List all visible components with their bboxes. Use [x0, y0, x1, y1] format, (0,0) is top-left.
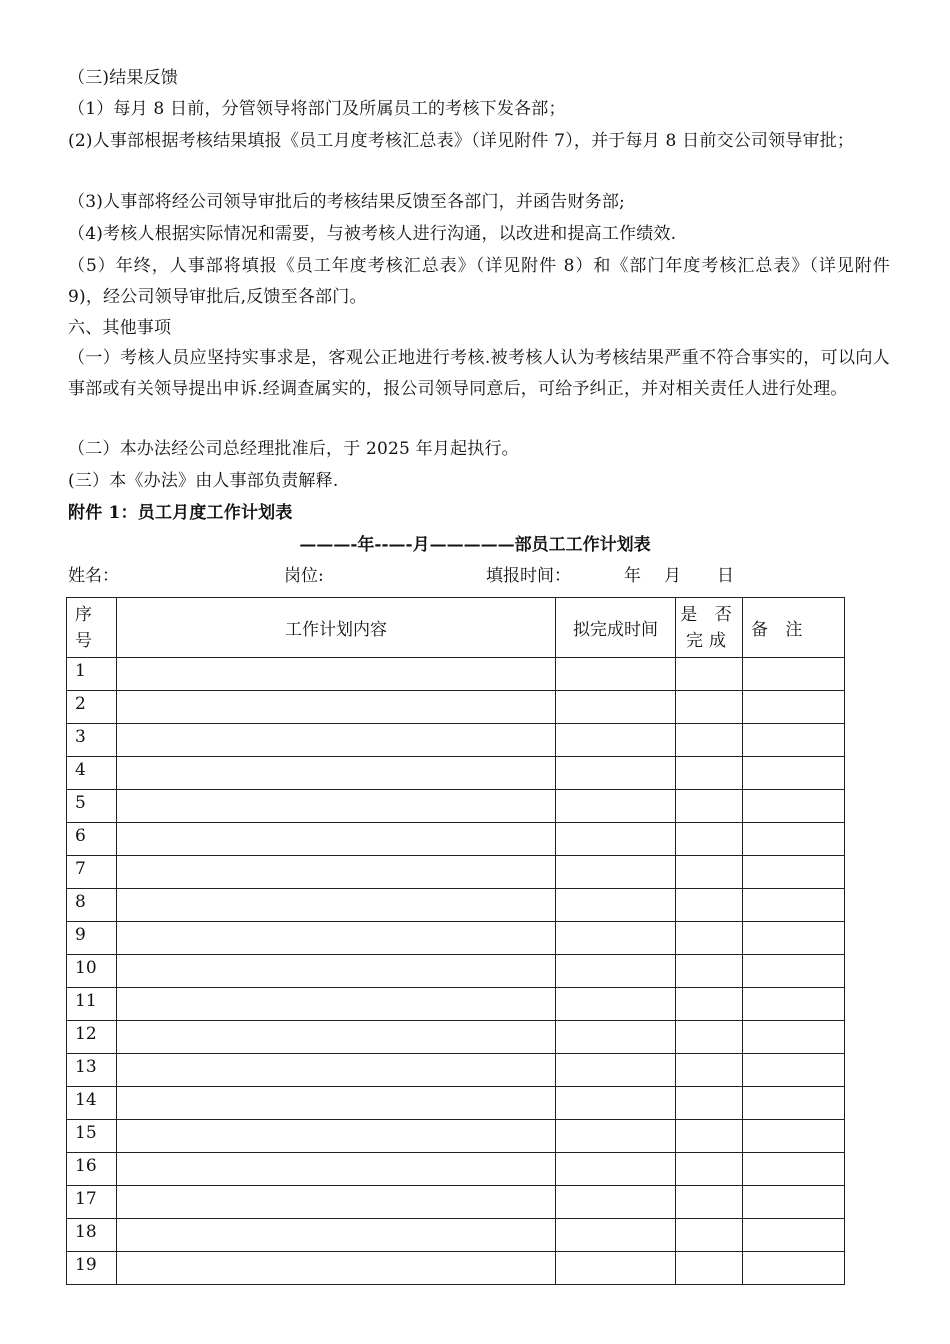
- completed-cell[interactable]: [676, 1219, 743, 1252]
- remark-cell[interactable]: [743, 724, 845, 757]
- paragraph-item-1: （1）每月 8 日前，分管领导将部门及所属员工的考核下发各部；: [68, 99, 566, 119]
- table-row: [67, 1087, 845, 1120]
- planned-time-cell[interactable]: [556, 757, 676, 790]
- completed-cell[interactable]: [676, 691, 743, 724]
- planned-time-cell[interactable]: [556, 1054, 676, 1087]
- remark-cell[interactable]: [743, 955, 845, 988]
- row-number: 7: [67, 856, 117, 889]
- plan-content-cell[interactable]: [117, 1087, 556, 1120]
- table-row: [67, 922, 845, 955]
- paragraph-item-5: （5）年终，人事部将填报《员工年度考核汇总表》（详见附件 8）和《部门年度考核汇总表》（详见附件 9)，经公司领导审批后,反馈至各部门。: [68, 256, 896, 307]
- planned-time-cell[interactable]: [556, 1153, 676, 1186]
- table-row: [67, 724, 845, 757]
- table-row: [67, 658, 845, 691]
- paragraph-item-2: (2)人事部根据考核结果填报《员工月度考核汇总表》（详见附件 7），并于每月 8 日前交公司领导审批；: [68, 131, 855, 151]
- date-day-label: 日: [717, 566, 734, 586]
- paragraph-item-3: （3)人事部将经公司领导审批后的考核结果反馈至各部门，并函告财务部;: [68, 192, 625, 212]
- completed-cell[interactable]: [676, 955, 743, 988]
- row-number: 2: [67, 691, 117, 724]
- plan-content-cell[interactable]: [117, 988, 556, 1021]
- completed-cell[interactable]: [676, 1054, 743, 1087]
- plan-content-cell[interactable]: [117, 790, 556, 823]
- row-number: 5: [67, 790, 117, 823]
- remark-cell[interactable]: [743, 856, 845, 889]
- section-result-feedback-heading: （三)结果反馈: [68, 68, 179, 88]
- plan-content-cell[interactable]: [117, 955, 556, 988]
- table-title: ———-年--—-月—————部员工工作计划表: [299, 535, 651, 555]
- remark-cell[interactable]: [743, 658, 845, 691]
- row-number: 11: [67, 988, 117, 1021]
- row-number: 3: [67, 724, 117, 757]
- section-other-matters-heading: 六、其他事项: [68, 318, 172, 338]
- row-number: 13: [67, 1054, 117, 1087]
- row-number: 18: [67, 1219, 117, 1252]
- plan-content-cell[interactable]: [117, 1120, 556, 1153]
- row-number: 1: [67, 658, 117, 691]
- table-row: [67, 988, 845, 1021]
- table-row: [67, 955, 845, 988]
- planned-time-cell[interactable]: [556, 1219, 676, 1252]
- remark-cell[interactable]: [743, 988, 845, 1021]
- table-row: [67, 1219, 845, 1252]
- table-row: [67, 691, 845, 724]
- header-serial-no: [67, 598, 117, 658]
- completed-cell[interactable]: [676, 922, 743, 955]
- plan-content-cell[interactable]: [117, 1186, 556, 1219]
- completed-cell[interactable]: [676, 889, 743, 922]
- row-number: 10: [67, 955, 117, 988]
- completed-cell[interactable]: [676, 856, 743, 889]
- completed-cell[interactable]: [676, 724, 743, 757]
- remark-cell[interactable]: [743, 1153, 845, 1186]
- completed-cell[interactable]: [676, 988, 743, 1021]
- table-header-row: [67, 598, 845, 658]
- row-number: 19: [67, 1252, 117, 1285]
- table-row: [67, 1186, 845, 1219]
- completed-cell[interactable]: [676, 1021, 743, 1054]
- header-completed-line2: 完成: [686, 630, 732, 651]
- row-number: 6: [67, 823, 117, 856]
- planned-time-cell[interactable]: [556, 691, 676, 724]
- paragraph-other-3: (三）本《办法》由人事部负责解释.: [68, 471, 339, 491]
- plan-content-cell[interactable]: [117, 691, 556, 724]
- plan-content-cell[interactable]: [117, 724, 556, 757]
- paragraph-other-2: （二）本办法经公司总经理批准后，于 2025 年月起执行。: [68, 439, 519, 459]
- plan-content-cell[interactable]: [117, 1021, 556, 1054]
- table-row: [67, 856, 845, 889]
- table-row: [67, 790, 845, 823]
- planned-time-cell[interactable]: [556, 889, 676, 922]
- completed-cell[interactable]: [676, 757, 743, 790]
- plan-content-cell[interactable]: [117, 922, 556, 955]
- planned-time-cell[interactable]: [556, 1087, 676, 1120]
- completed-cell[interactable]: [676, 1186, 743, 1219]
- planned-time-cell[interactable]: [556, 856, 676, 889]
- planned-time-cell[interactable]: [556, 1252, 676, 1285]
- row-number: 17: [67, 1186, 117, 1219]
- planned-time-cell[interactable]: [556, 988, 676, 1021]
- planned-time-cell[interactable]: [556, 823, 676, 856]
- remark-cell[interactable]: [743, 757, 845, 790]
- table-row: [67, 1153, 845, 1186]
- paragraph-other-1: （一）考核人员应坚持实事求是，客观公正地进行考核.被考核人认为考核结果严重不符合事实的，可以向人事部或有关领导提出申诉.经调查属实的，报公司领导同意后，可给予纠正，并对相关责任人进行处理。: [68, 348, 890, 399]
- completed-cell[interactable]: [676, 1252, 743, 1285]
- attachment-heading: 附件 1：员工月度工作计划表: [68, 503, 293, 523]
- header-serial-no-line2: 号: [75, 630, 92, 651]
- plan-content-cell[interactable]: [117, 1252, 556, 1285]
- table-row: [67, 1021, 845, 1054]
- header-serial-no-line1: 序: [75, 604, 92, 625]
- completed-cell[interactable]: [676, 1120, 743, 1153]
- plan-content-cell[interactable]: [117, 1054, 556, 1087]
- table-row: [67, 823, 845, 856]
- plan-content-cell[interactable]: [117, 823, 556, 856]
- planned-time-cell[interactable]: [556, 955, 676, 988]
- header-completed-line1: 是 否: [680, 604, 738, 625]
- completed-cell[interactable]: [676, 658, 743, 691]
- date-label: 填报时间：: [486, 566, 571, 586]
- work-plan-table: [66, 597, 845, 1285]
- remark-cell[interactable]: [743, 1021, 845, 1054]
- table-row: [67, 1054, 845, 1087]
- planned-time-cell[interactable]: [556, 1120, 676, 1153]
- remark-cell[interactable]: [743, 922, 845, 955]
- row-number: 9: [67, 922, 117, 955]
- remark-cell[interactable]: [743, 691, 845, 724]
- table-row: [67, 1120, 845, 1153]
- paragraph-item-4: （4)考核人根据实际情况和需要，与被考核人进行沟通，以改进和提高工作绩效.: [68, 224, 677, 244]
- table-row: [67, 1252, 845, 1285]
- remark-cell[interactable]: [743, 1120, 845, 1153]
- remark-cell[interactable]: [743, 1087, 845, 1120]
- remark-cell[interactable]: [743, 1252, 845, 1285]
- row-number: 8: [67, 889, 117, 922]
- plan-content-cell[interactable]: [117, 856, 556, 889]
- row-number: 4: [67, 757, 117, 790]
- row-number: 14: [67, 1087, 117, 1120]
- date-year-label: 年: [624, 566, 641, 586]
- planned-time-cell[interactable]: [556, 790, 676, 823]
- remark-cell[interactable]: [743, 823, 845, 856]
- plan-content-cell[interactable]: [117, 889, 556, 922]
- remark-cell[interactable]: [743, 790, 845, 823]
- completed-cell[interactable]: [676, 823, 743, 856]
- header-remark: 备 注: [743, 598, 845, 658]
- row-number: 15: [67, 1120, 117, 1153]
- header-plan-content: 工作计划内容: [117, 598, 556, 658]
- completed-cell[interactable]: [676, 1153, 743, 1186]
- planned-time-cell[interactable]: [556, 1021, 676, 1054]
- date-month-label: 月: [664, 566, 681, 586]
- planned-time-cell[interactable]: [556, 658, 676, 691]
- position-label: 岗位:: [284, 566, 324, 586]
- completed-cell[interactable]: [676, 1087, 743, 1120]
- remark-cell[interactable]: [743, 1219, 845, 1252]
- header-completed: [676, 598, 743, 658]
- remark-cell[interactable]: [743, 1186, 845, 1219]
- plan-content-cell[interactable]: [117, 1153, 556, 1186]
- table-row: [67, 889, 845, 922]
- remark-cell[interactable]: [743, 889, 845, 922]
- planned-time-cell[interactable]: [556, 922, 676, 955]
- plan-content-cell[interactable]: [117, 757, 556, 790]
- plan-content-cell[interactable]: [117, 658, 556, 691]
- planned-time-cell[interactable]: [556, 1186, 676, 1219]
- name-label: 姓名：: [68, 566, 119, 586]
- remark-cell[interactable]: [743, 1054, 845, 1087]
- row-number: 16: [67, 1153, 117, 1186]
- table-row: [67, 757, 845, 790]
- completed-cell[interactable]: [676, 790, 743, 823]
- row-number: 12: [67, 1021, 117, 1054]
- plan-content-cell[interactable]: [117, 1219, 556, 1252]
- planned-time-cell[interactable]: [556, 724, 676, 757]
- header-planned-time: 拟完成时间: [556, 598, 676, 658]
